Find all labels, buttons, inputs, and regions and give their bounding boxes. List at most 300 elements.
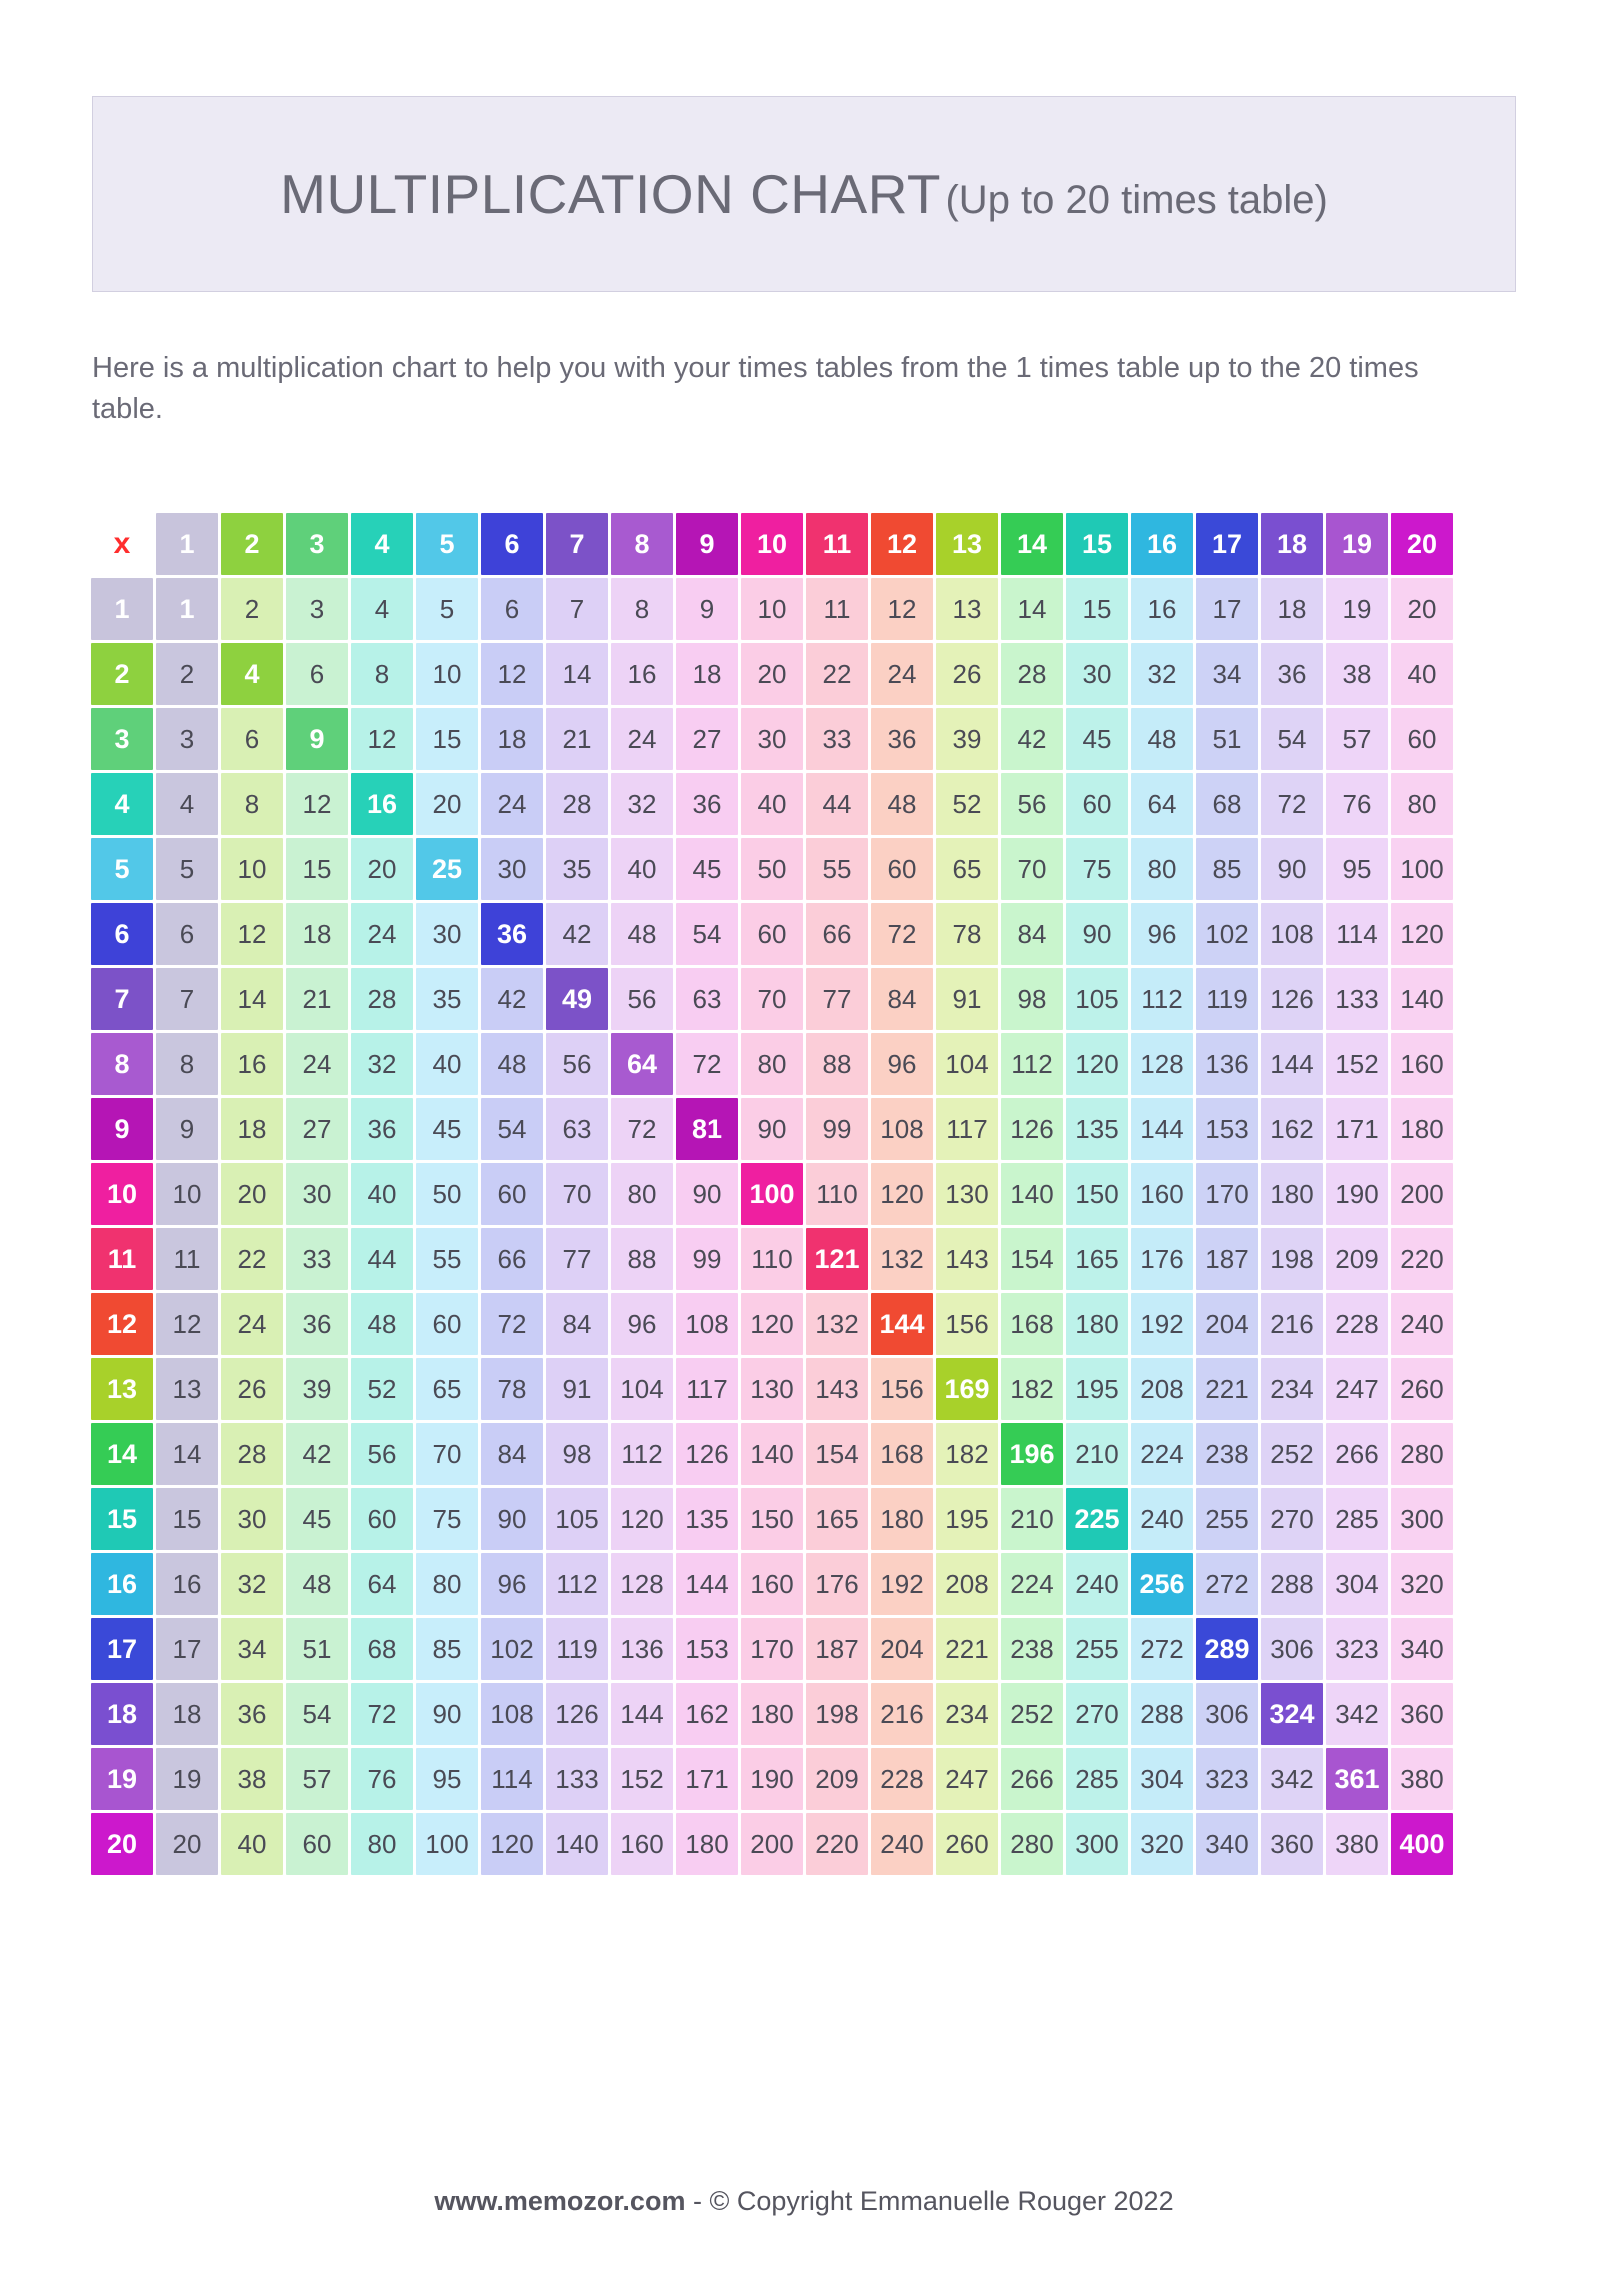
product-cell-2x4: 8	[351, 643, 413, 705]
product-cell-17x15: 255	[1066, 1618, 1128, 1680]
product-cell-4x8: 32	[611, 773, 673, 835]
product-cell-14x4: 56	[351, 1423, 413, 1485]
product-cell-5x2: 10	[221, 838, 283, 900]
product-cell-2x13: 26	[936, 643, 998, 705]
product-cell-11x20: 220	[1391, 1228, 1453, 1290]
product-cell-4x14: 56	[1001, 773, 1063, 835]
product-cell-17x2: 34	[221, 1618, 283, 1680]
product-cell-20x14: 280	[1001, 1813, 1063, 1875]
product-cell-14x3: 42	[286, 1423, 348, 1485]
product-cell-9x6: 54	[481, 1098, 543, 1160]
product-cell-8x11: 88	[806, 1033, 868, 1095]
page-title-main: MULTIPLICATION CHART	[280, 163, 942, 225]
product-cell-16x5: 80	[416, 1553, 478, 1615]
product-cell-8x12: 96	[871, 1033, 933, 1095]
product-cell-4x2: 8	[221, 773, 283, 835]
product-cell-13x4: 52	[351, 1358, 413, 1420]
row-header-13: 13	[91, 1358, 153, 1420]
product-cell-2x11: 22	[806, 643, 868, 705]
product-cell-13x1: 13	[156, 1358, 218, 1420]
product-cell-8x17: 136	[1196, 1033, 1258, 1095]
product-cell-8x13: 104	[936, 1033, 998, 1095]
product-cell-7x1: 7	[156, 968, 218, 1030]
product-cell-19x2: 38	[221, 1748, 283, 1810]
product-cell-20x10: 200	[741, 1813, 803, 1875]
row-header-14: 14	[91, 1423, 153, 1485]
product-cell-20x19: 380	[1326, 1813, 1388, 1875]
product-cell-16x1: 16	[156, 1553, 218, 1615]
product-cell-11x15: 165	[1066, 1228, 1128, 1290]
product-cell-6x12: 72	[871, 903, 933, 965]
row-header-12: 12	[91, 1293, 153, 1355]
product-cell-14x16: 224	[1131, 1423, 1193, 1485]
product-cell-4x10: 40	[741, 773, 803, 835]
product-cell-2x19: 38	[1326, 643, 1388, 705]
product-cell-15x9: 135	[676, 1488, 738, 1550]
product-cell-8x6: 48	[481, 1033, 543, 1095]
product-cell-15x7: 105	[546, 1488, 608, 1550]
product-cell-10x18: 180	[1261, 1163, 1323, 1225]
column-header-12: 12	[871, 513, 933, 575]
product-cell-18x19: 342	[1326, 1683, 1388, 1745]
product-cell-3x6: 18	[481, 708, 543, 770]
product-cell-18x10: 180	[741, 1683, 803, 1745]
column-header-3: 3	[286, 513, 348, 575]
product-cell-11x13: 143	[936, 1228, 998, 1290]
product-cell-13x5: 65	[416, 1358, 478, 1420]
product-cell-10x15: 150	[1066, 1163, 1128, 1225]
product-cell-11x18: 198	[1261, 1228, 1323, 1290]
product-cell-8x3: 24	[286, 1033, 348, 1095]
product-cell-7x9: 63	[676, 968, 738, 1030]
product-cell-5x10: 50	[741, 838, 803, 900]
product-cell-9x10: 90	[741, 1098, 803, 1160]
product-cell-4x16: 64	[1131, 773, 1193, 835]
product-cell-4x5: 20	[416, 773, 478, 835]
product-cell-3x17: 51	[1196, 708, 1258, 770]
column-header-20: 20	[1391, 513, 1453, 575]
product-cell-12x15: 180	[1066, 1293, 1128, 1355]
product-cell-16x9: 144	[676, 1553, 738, 1615]
product-cell-18x5: 90	[416, 1683, 478, 1745]
product-cell-20x15: 300	[1066, 1813, 1128, 1875]
product-cell-4x18: 72	[1261, 773, 1323, 835]
footer	[0, 2186, 1608, 2217]
product-cell-10x11: 110	[806, 1163, 868, 1225]
product-cell-14x13: 182	[936, 1423, 998, 1485]
product-cell-1x8: 8	[611, 578, 673, 640]
product-cell-11x2: 22	[221, 1228, 283, 1290]
product-cell-16x11: 176	[806, 1553, 868, 1615]
product-cell-5x4: 20	[351, 838, 413, 900]
product-cell-11x4: 44	[351, 1228, 413, 1290]
product-cell-7x3: 21	[286, 968, 348, 1030]
product-cell-4x9: 36	[676, 773, 738, 835]
product-cell-15x12: 180	[871, 1488, 933, 1550]
product-cell-12x7: 84	[546, 1293, 608, 1355]
column-header-4: 4	[351, 513, 413, 575]
product-cell-14x5: 70	[416, 1423, 478, 1485]
product-cell-12x5: 60	[416, 1293, 478, 1355]
product-cell-2x5: 10	[416, 643, 478, 705]
product-cell-diagonal-3x3: 9	[286, 708, 348, 770]
product-cell-7x19: 133	[1326, 968, 1388, 1030]
product-cell-1x17: 17	[1196, 578, 1258, 640]
product-cell-1x9: 9	[676, 578, 738, 640]
product-cell-5x7: 35	[546, 838, 608, 900]
product-cell-11x6: 66	[481, 1228, 543, 1290]
product-cell-6x2: 12	[221, 903, 283, 965]
product-cell-20x13: 260	[936, 1813, 998, 1875]
intro-text: Here is a multiplication chart to help you with your times tables from the 1 times table up to the 20 times table.	[92, 352, 1419, 426]
product-cell-17x10: 170	[741, 1618, 803, 1680]
table-row	[91, 1423, 1453, 1485]
product-cell-13x14: 182	[1001, 1358, 1063, 1420]
product-cell-14x15: 210	[1066, 1423, 1128, 1485]
product-cell-1x6: 6	[481, 578, 543, 640]
product-cell-11x14: 154	[1001, 1228, 1063, 1290]
product-cell-19x15: 285	[1066, 1748, 1128, 1810]
product-cell-7x13: 91	[936, 968, 998, 1030]
product-cell-7x20: 140	[1391, 968, 1453, 1030]
row-header-10: 10	[91, 1163, 153, 1225]
product-cell-12x8: 96	[611, 1293, 673, 1355]
product-cell-18x17: 306	[1196, 1683, 1258, 1745]
column-header-6: 6	[481, 513, 543, 575]
product-cell-4x13: 52	[936, 773, 998, 835]
product-cell-12x14: 168	[1001, 1293, 1063, 1355]
product-cell-3x7: 21	[546, 708, 608, 770]
product-cell-2x9: 18	[676, 643, 738, 705]
product-cell-13x16: 208	[1131, 1358, 1193, 1420]
product-cell-7x14: 98	[1001, 968, 1063, 1030]
row-header-8: 8	[91, 1033, 153, 1095]
product-cell-2x10: 20	[741, 643, 803, 705]
product-cell-diagonal-2x2: 4	[221, 643, 283, 705]
table-row	[91, 968, 1453, 1030]
product-cell-diagonal-4x4: 16	[351, 773, 413, 835]
table-row	[91, 903, 1453, 965]
product-cell-2x1: 2	[156, 643, 218, 705]
table-row	[91, 708, 1453, 770]
column-header-16: 16	[1131, 513, 1193, 575]
product-cell-6x19: 114	[1326, 903, 1388, 965]
product-cell-3x15: 45	[1066, 708, 1128, 770]
product-cell-20x17: 340	[1196, 1813, 1258, 1875]
row-header-20: 20	[91, 1813, 153, 1875]
product-cell-12x4: 48	[351, 1293, 413, 1355]
product-cell-10x16: 160	[1131, 1163, 1193, 1225]
product-cell-4x7: 28	[546, 773, 608, 835]
product-cell-19x20: 380	[1391, 1748, 1453, 1810]
product-cell-2x8: 16	[611, 643, 673, 705]
product-cell-6x4: 24	[351, 903, 413, 965]
product-cell-15x1: 15	[156, 1488, 218, 1550]
product-cell-15x18: 270	[1261, 1488, 1323, 1550]
product-cell-18x7: 126	[546, 1683, 608, 1745]
product-cell-19x1: 19	[156, 1748, 218, 1810]
product-cell-9x1: 9	[156, 1098, 218, 1160]
product-cell-1x5: 5	[416, 578, 478, 640]
product-cell-18x4: 72	[351, 1683, 413, 1745]
product-cell-20x4: 80	[351, 1813, 413, 1875]
product-cell-10x2: 20	[221, 1163, 283, 1225]
column-header-13: 13	[936, 513, 998, 575]
product-cell-17x18: 306	[1261, 1618, 1323, 1680]
product-cell-15x16: 240	[1131, 1488, 1193, 1550]
product-cell-19x3: 57	[286, 1748, 348, 1810]
product-cell-6x13: 78	[936, 903, 998, 965]
row-header-17: 17	[91, 1618, 153, 1680]
product-cell-2x14: 28	[1001, 643, 1063, 705]
product-cell-7x15: 105	[1066, 968, 1128, 1030]
product-cell-17x16: 272	[1131, 1618, 1193, 1680]
product-cell-13x9: 117	[676, 1358, 738, 1420]
product-cell-9x2: 18	[221, 1098, 283, 1160]
product-cell-5x11: 55	[806, 838, 868, 900]
product-cell-20x12: 240	[871, 1813, 933, 1875]
product-cell-14x18: 252	[1261, 1423, 1323, 1485]
column-header-7: 7	[546, 513, 608, 575]
product-cell-20x6: 120	[481, 1813, 543, 1875]
product-cell-10x17: 170	[1196, 1163, 1258, 1225]
product-cell-12x10: 120	[741, 1293, 803, 1355]
product-cell-3x9: 27	[676, 708, 738, 770]
product-cell-1x3: 3	[286, 578, 348, 640]
product-cell-diagonal-7x7: 49	[546, 968, 608, 1030]
product-cell-14x8: 112	[611, 1423, 673, 1485]
product-cell-3x18: 54	[1261, 708, 1323, 770]
product-cell-11x9: 99	[676, 1228, 738, 1290]
product-cell-7x10: 70	[741, 968, 803, 1030]
product-cell-11x16: 176	[1131, 1228, 1193, 1290]
product-cell-10x20: 200	[1391, 1163, 1453, 1225]
product-cell-7x11: 77	[806, 968, 868, 1030]
product-cell-1x10: 10	[741, 578, 803, 640]
product-cell-17x9: 153	[676, 1618, 738, 1680]
product-cell-6x18: 108	[1261, 903, 1323, 965]
product-cell-13x8: 104	[611, 1358, 673, 1420]
product-cell-17x8: 136	[611, 1618, 673, 1680]
product-cell-14x7: 98	[546, 1423, 608, 1485]
product-cell-13x19: 247	[1326, 1358, 1388, 1420]
product-cell-10x7: 70	[546, 1163, 608, 1225]
product-cell-diagonal-1x1: 1	[156, 578, 218, 640]
product-cell-6x20: 120	[1391, 903, 1453, 965]
table-row	[91, 1683, 1453, 1745]
product-cell-18x9: 162	[676, 1683, 738, 1745]
product-cell-7x18: 126	[1261, 968, 1323, 1030]
multiplication-table	[88, 510, 1456, 1878]
product-cell-3x20: 60	[1391, 708, 1453, 770]
product-cell-14x6: 84	[481, 1423, 543, 1485]
product-cell-12x17: 204	[1196, 1293, 1258, 1355]
product-cell-10x6: 60	[481, 1163, 543, 1225]
product-cell-16x12: 192	[871, 1553, 933, 1615]
product-cell-11x5: 55	[416, 1228, 478, 1290]
product-cell-20x5: 100	[416, 1813, 478, 1875]
product-cell-20x18: 360	[1261, 1813, 1323, 1875]
product-cell-11x17: 187	[1196, 1228, 1258, 1290]
product-cell-6x17: 102	[1196, 903, 1258, 965]
product-cell-diagonal-12x12: 144	[871, 1293, 933, 1355]
product-cell-15x10: 150	[741, 1488, 803, 1550]
product-cell-15x6: 90	[481, 1488, 543, 1550]
product-cell-2x3: 6	[286, 643, 348, 705]
product-cell-10x8: 80	[611, 1163, 673, 1225]
row-header-6: 6	[91, 903, 153, 965]
product-cell-20x8: 160	[611, 1813, 673, 1875]
product-cell-10x13: 130	[936, 1163, 998, 1225]
product-cell-19x9: 171	[676, 1748, 738, 1810]
product-cell-4x17: 68	[1196, 773, 1258, 835]
row-header-15: 15	[91, 1488, 153, 1550]
product-cell-19x10: 190	[741, 1748, 803, 1810]
product-cell-3x19: 57	[1326, 708, 1388, 770]
product-cell-17x4: 68	[351, 1618, 413, 1680]
product-cell-14x17: 238	[1196, 1423, 1258, 1485]
product-cell-5x17: 85	[1196, 838, 1258, 900]
product-cell-3x11: 33	[806, 708, 868, 770]
product-cell-8x15: 120	[1066, 1033, 1128, 1095]
product-cell-16x13: 208	[936, 1553, 998, 1615]
row-header-7: 7	[91, 968, 153, 1030]
product-cell-7x4: 28	[351, 968, 413, 1030]
column-header-5: 5	[416, 513, 478, 575]
column-header-9: 9	[676, 513, 738, 575]
product-cell-4x3: 12	[286, 773, 348, 835]
product-cell-1x12: 12	[871, 578, 933, 640]
table-row	[91, 1293, 1453, 1355]
product-cell-1x15: 15	[1066, 578, 1128, 640]
product-cell-6x10: 60	[741, 903, 803, 965]
column-header-11: 11	[806, 513, 868, 575]
product-cell-20x1: 20	[156, 1813, 218, 1875]
table-row	[91, 1748, 1453, 1810]
product-cell-diagonal-18x18: 324	[1261, 1683, 1323, 1745]
product-cell-9x3: 27	[286, 1098, 348, 1160]
table-row	[91, 838, 1453, 900]
product-cell-diagonal-16x16: 256	[1131, 1553, 1193, 1615]
product-cell-3x2: 6	[221, 708, 283, 770]
corner-cell: x	[91, 513, 153, 575]
product-cell-16x6: 96	[481, 1553, 543, 1615]
product-cell-14x1: 14	[156, 1423, 218, 1485]
product-cell-1x13: 13	[936, 578, 998, 640]
product-cell-18x12: 216	[871, 1683, 933, 1745]
column-header-19: 19	[1326, 513, 1388, 575]
product-cell-3x14: 42	[1001, 708, 1063, 770]
product-cell-16x3: 48	[286, 1553, 348, 1615]
product-cell-16x18: 288	[1261, 1553, 1323, 1615]
product-cell-18x11: 198	[806, 1683, 868, 1745]
product-cell-1x20: 20	[1391, 578, 1453, 640]
row-header-16: 16	[91, 1553, 153, 1615]
column-header-10: 10	[741, 513, 803, 575]
product-cell-5x8: 40	[611, 838, 673, 900]
product-cell-1x16: 16	[1131, 578, 1193, 640]
product-cell-5x6: 30	[481, 838, 543, 900]
product-cell-9x8: 72	[611, 1098, 673, 1160]
product-cell-diagonal-15x15: 225	[1066, 1488, 1128, 1550]
product-cell-11x12: 132	[871, 1228, 933, 1290]
product-cell-9x19: 171	[1326, 1098, 1388, 1160]
row-header-19: 19	[91, 1748, 153, 1810]
column-header-1: 1	[156, 513, 218, 575]
page-title-sub: (Up to 20 times table)	[945, 178, 1328, 222]
product-cell-16x7: 112	[546, 1553, 608, 1615]
product-cell-4x12: 48	[871, 773, 933, 835]
column-header-18: 18	[1261, 513, 1323, 575]
product-cell-16x14: 224	[1001, 1553, 1063, 1615]
product-cell-diagonal-5x5: 25	[416, 838, 478, 900]
product-cell-9x20: 180	[1391, 1098, 1453, 1160]
product-cell-2x17: 34	[1196, 643, 1258, 705]
product-cell-6x9: 54	[676, 903, 738, 965]
product-cell-9x16: 144	[1131, 1098, 1193, 1160]
product-cell-diagonal-11x11: 121	[806, 1228, 868, 1290]
product-cell-6x1: 6	[156, 903, 218, 965]
product-cell-13x11: 143	[806, 1358, 868, 1420]
product-cell-9x7: 63	[546, 1098, 608, 1160]
column-header-14: 14	[1001, 513, 1063, 575]
footer-site[interactable]: www.memozor.com	[434, 2186, 686, 2216]
product-cell-9x14: 126	[1001, 1098, 1063, 1160]
product-cell-11x10: 110	[741, 1228, 803, 1290]
table-header-row	[91, 513, 1453, 575]
table-row	[91, 1033, 1453, 1095]
product-cell-9x17: 153	[1196, 1098, 1258, 1160]
product-cell-8x20: 160	[1391, 1033, 1453, 1095]
product-cell-20x3: 60	[286, 1813, 348, 1875]
product-cell-7x17: 119	[1196, 968, 1258, 1030]
product-cell-1x2: 2	[221, 578, 283, 640]
product-cell-12x18: 216	[1261, 1293, 1323, 1355]
product-cell-13x3: 39	[286, 1358, 348, 1420]
product-cell-3x5: 15	[416, 708, 478, 770]
product-cell-15x2: 30	[221, 1488, 283, 1550]
product-cell-5x16: 80	[1131, 838, 1193, 900]
table-row	[91, 1618, 1453, 1680]
product-cell-17x20: 340	[1391, 1618, 1453, 1680]
product-cell-10x19: 190	[1326, 1163, 1388, 1225]
product-cell-18x15: 270	[1066, 1683, 1128, 1745]
product-cell-18x1: 18	[156, 1683, 218, 1745]
product-cell-19x7: 133	[546, 1748, 608, 1810]
product-cell-18x13: 234	[936, 1683, 998, 1745]
product-cell-13x12: 156	[871, 1358, 933, 1420]
product-cell-19x12: 228	[871, 1748, 933, 1810]
product-cell-19x14: 266	[1001, 1748, 1063, 1810]
title-banner	[92, 96, 1516, 292]
table-row	[91, 1813, 1453, 1875]
product-cell-1x18: 18	[1261, 578, 1323, 640]
product-cell-15x3: 45	[286, 1488, 348, 1550]
product-cell-diagonal-14x14: 196	[1001, 1423, 1063, 1485]
product-cell-2x6: 12	[481, 643, 543, 705]
product-cell-2x7: 14	[546, 643, 608, 705]
product-cell-17x12: 204	[871, 1618, 933, 1680]
footer-copyright: - © Copyright Emmanuelle Rouger 2022	[685, 2186, 1174, 2216]
product-cell-17x3: 51	[286, 1618, 348, 1680]
column-header-8: 8	[611, 513, 673, 575]
product-cell-5x9: 45	[676, 838, 738, 900]
product-cell-16x4: 64	[351, 1553, 413, 1615]
product-cell-5x20: 100	[1391, 838, 1453, 900]
column-header-17: 17	[1196, 513, 1258, 575]
product-cell-14x11: 154	[806, 1423, 868, 1485]
product-cell-9x15: 135	[1066, 1098, 1128, 1160]
